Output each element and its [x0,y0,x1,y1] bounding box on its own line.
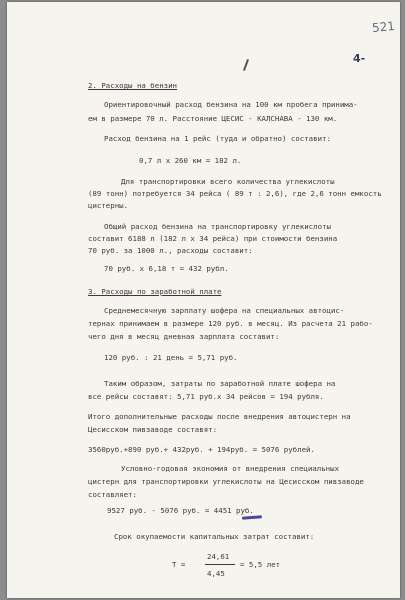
paragraph-line: составляет: [88,490,137,499]
document-page [7,2,400,598]
paragraph-line: тернах принимаем в размере 120 руб. в месяц. Из расчета 21 рабо- [88,319,373,328]
paragraph-line: Итого дополнительные расходы после внедрения автоцистерн на [88,412,351,421]
formula-line: 70 руб. х 6,18 т = 432 рубл. [104,264,229,273]
fraction-lhs: Т = [172,560,186,569]
paragraph-line: Срок окупаемости капитальных затрат составит: [114,532,315,541]
paragraph-line: Среднемесячную зарплату шофера на специальных автоцис- [104,306,345,315]
paragraph-line: Таким образом, затраты по заработной плате шофера на [104,379,336,388]
folio-number: 521 [371,18,396,36]
paragraph-line: 70 руб. за 1000 л., расходы составит: [88,246,253,255]
formula-line: 9527 руб. - 5076 руб. = 4451 руб. [107,506,254,515]
paragraph-line: Расход бензина на 1 рейс (туда и обратно) составит: [104,134,331,143]
paragraph-line: (89 тонн) потребуется 34 рейса ( 89 т : 2,6), где 2,6 тонн емкость [88,189,382,198]
paragraph-line: ем в размере 70 л. Расстояние ЦЕСИС - КАЛСНАВА - 130 км. [88,114,338,123]
fraction-denominator: 4,45 [207,569,225,578]
paragraph-line: все рейсы составят: 5,71 руб.х 34 рейсов = 194 рубля. [88,392,324,401]
handwritten-correction-mark [243,59,249,71]
handwritten-underline-mark [242,515,262,519]
section-heading-wages: 3. Расходы по заработной плате [88,287,222,296]
paragraph-line: Условно-годовая экономия от внедрения специальных [121,464,340,473]
paragraph-line: Для транспортировки всего количества углекислоты [121,177,335,186]
formula-line: 3560руб.+890 руб.+ 432руб. + 194руб. = 5076 рублей. [88,445,315,454]
section-heading-fuel: 2. Расходы на бензин [88,81,177,90]
fraction-bar [205,564,235,565]
paragraph-line: цистерны. [88,201,129,210]
paragraph-line: чего дня в месяц дневная зарплата составит: [88,332,280,341]
paragraph-line: цистерн для транспортировки углекислоты на Цесисском пивзаводе [88,477,364,486]
fraction-result: = 5,5 лет [240,560,281,569]
formula-line: 120 руб. : 21 день = 5,71 руб. [104,353,238,362]
paragraph-line: Общий расход бензина на транспортировку углекислоты [104,222,331,231]
paragraph-line: составит 6188 л (182 л х 34 рейса) при стоимости бензина [88,234,338,243]
paragraph-line: Цесисском пивзаводе составят: [88,425,218,434]
formula-line: 0,7 л х 260 км = 182 л. [139,156,242,165]
paragraph-line: Ориентировочный расход бензина на 100 км пробега принима- [104,100,358,109]
fraction-numerator: 24,61 [207,552,230,561]
page-number: 4- [353,52,366,65]
